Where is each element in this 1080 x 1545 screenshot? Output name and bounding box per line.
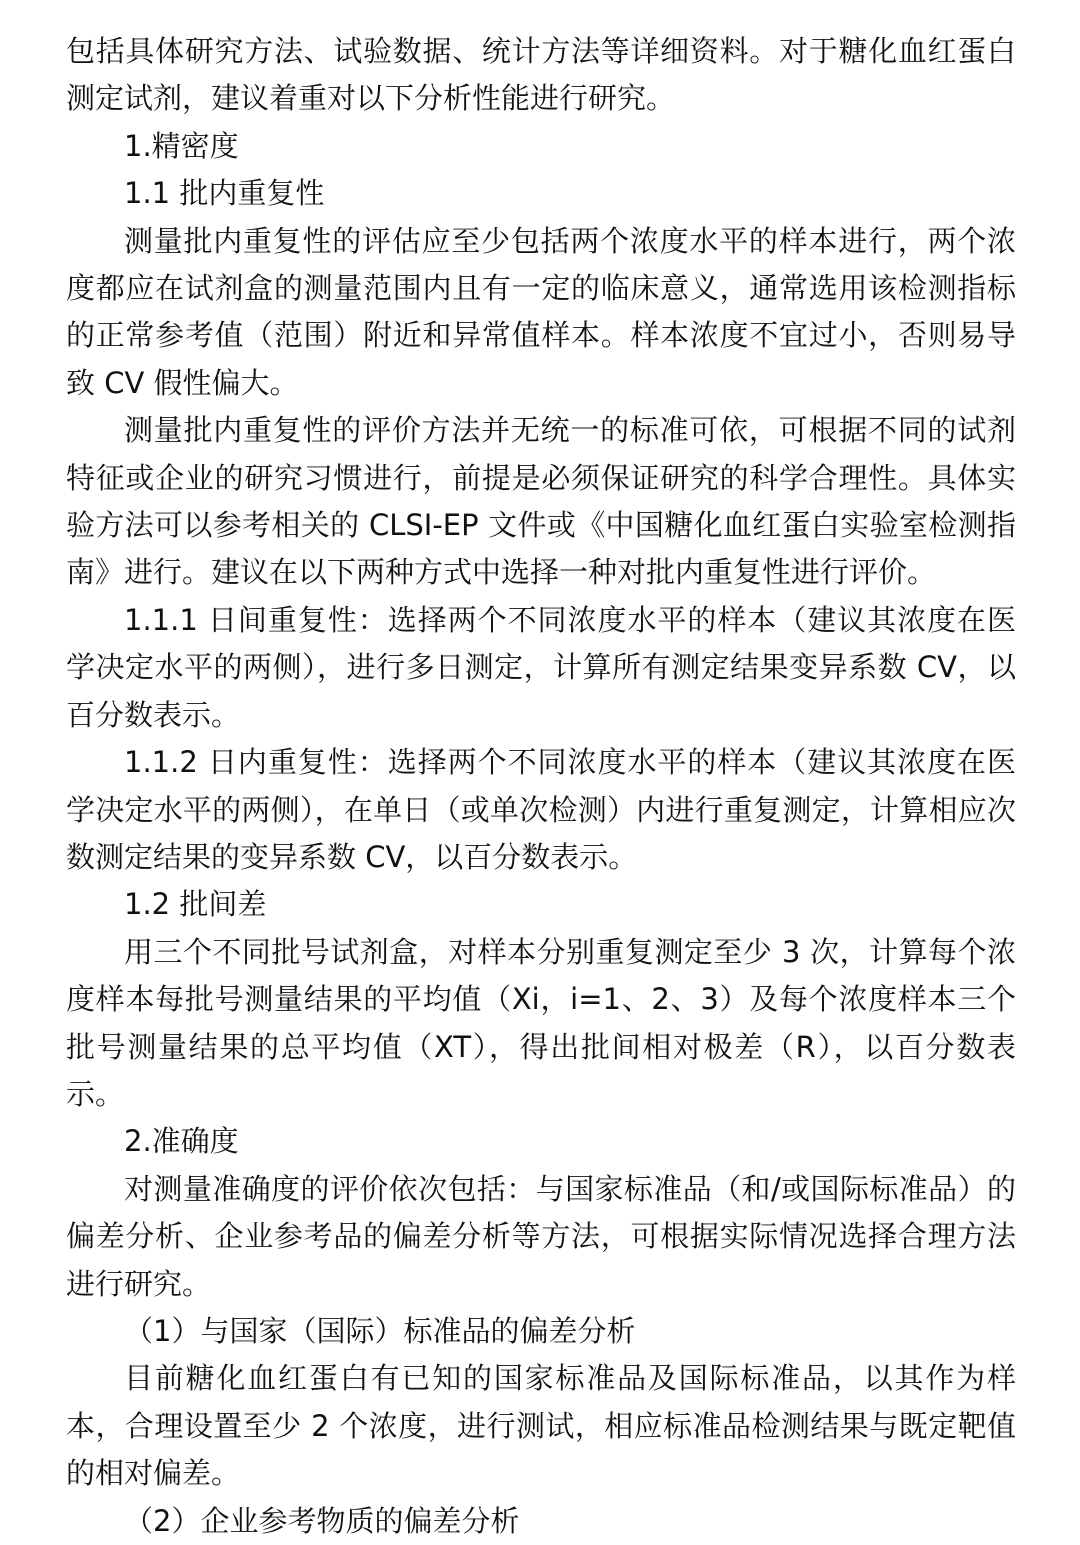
section-heading-accuracy: 2.准确度 — [124, 1124, 239, 1159]
subsection-heading-between-lot: 1.2 批间差 — [124, 887, 267, 922]
section-heading-precision: 1.精密度 — [124, 128, 239, 163]
paragraph-between-lot: 用三个不同批号试剂盒，对样本分别重复测定至少 3 次，计算每个浓度样本每批号测量结果的平均值（Xi，i=1、2、3）及每个浓度样本三个批号测量结果的总平均值（XT），得出批间相对极差（R），以百分数表示。 — [66, 934, 1016, 1111]
paragraph-within-run-method: 测量批内重复性的评价方法并无统一的标准可依，可根据不同的试剂特征或企业的研究习惯进行，前提是必须保证研究的科学合理性。具体实验方法可以参考相关的 CLSI-EP 文件或《中国糖化血红蛋白实验室检测指南》进行。建议在以下两种方式中选择一种对批内重复性进行评价。 — [66, 413, 1016, 590]
paragraph-standard-bias: 目前糖化血红蛋白有已知的国家标准品及国际标准品，以其作为样本，合理设置至少 2 个浓度，进行测试，相应标准品检测结果与既定靶值的相对偏差。 — [66, 1361, 1016, 1491]
paragraph-between-day: 1.1.1 日间重复性：选择两个不同浓度水平的样本（建议其浓度在医学决定水平的两侧），进行多日测定，计算所有测定结果变异系数 CV，以百分数表示。 — [66, 602, 1016, 732]
paragraph-within-day: 1.1.2 日内重复性：选择两个不同浓度水平的样本（建议其浓度在医学决定水平的两侧），在单日（或单次检测）内进行重复测定，计算相应次数测定结果的变异系数 CV，以百分数表示。 — [66, 745, 1016, 874]
subsection-heading-standard-bias: （1）与国家（国际）标准品的偏差分析 — [124, 1313, 636, 1348]
paragraph-continued: 包括具体研究方法、试验数据、统计方法等详细资料。对于糖化血红蛋白测定试剂，建议着重对以下分析性能进行研究。 — [66, 34, 1016, 116]
subsection-heading-reference-bias: （2）企业参考物质的偏差分析 — [124, 1503, 520, 1538]
paragraph-accuracy-overview: 对测量准确度的评价依次包括：与国家标准品（和/或国际标准品）的偏差分析、企业参考品的偏差分析等方法，可根据实际情况选择合理方法进行研究。 — [66, 1171, 1016, 1301]
paragraph-within-run-assessment: 测量批内重复性的评估应至少包括两个浓度水平的样本进行，两个浓度都应在试剂盒的测量范围内且有一定的临床意义，通常选用该检测指标的正常参考值（范围）附近和异常值样本。样本浓度不宜过小，否则易导致 CV 假性偏大。 — [66, 223, 1016, 400]
subsection-heading-within-run: 1.1 批内重复性 — [124, 176, 325, 211]
